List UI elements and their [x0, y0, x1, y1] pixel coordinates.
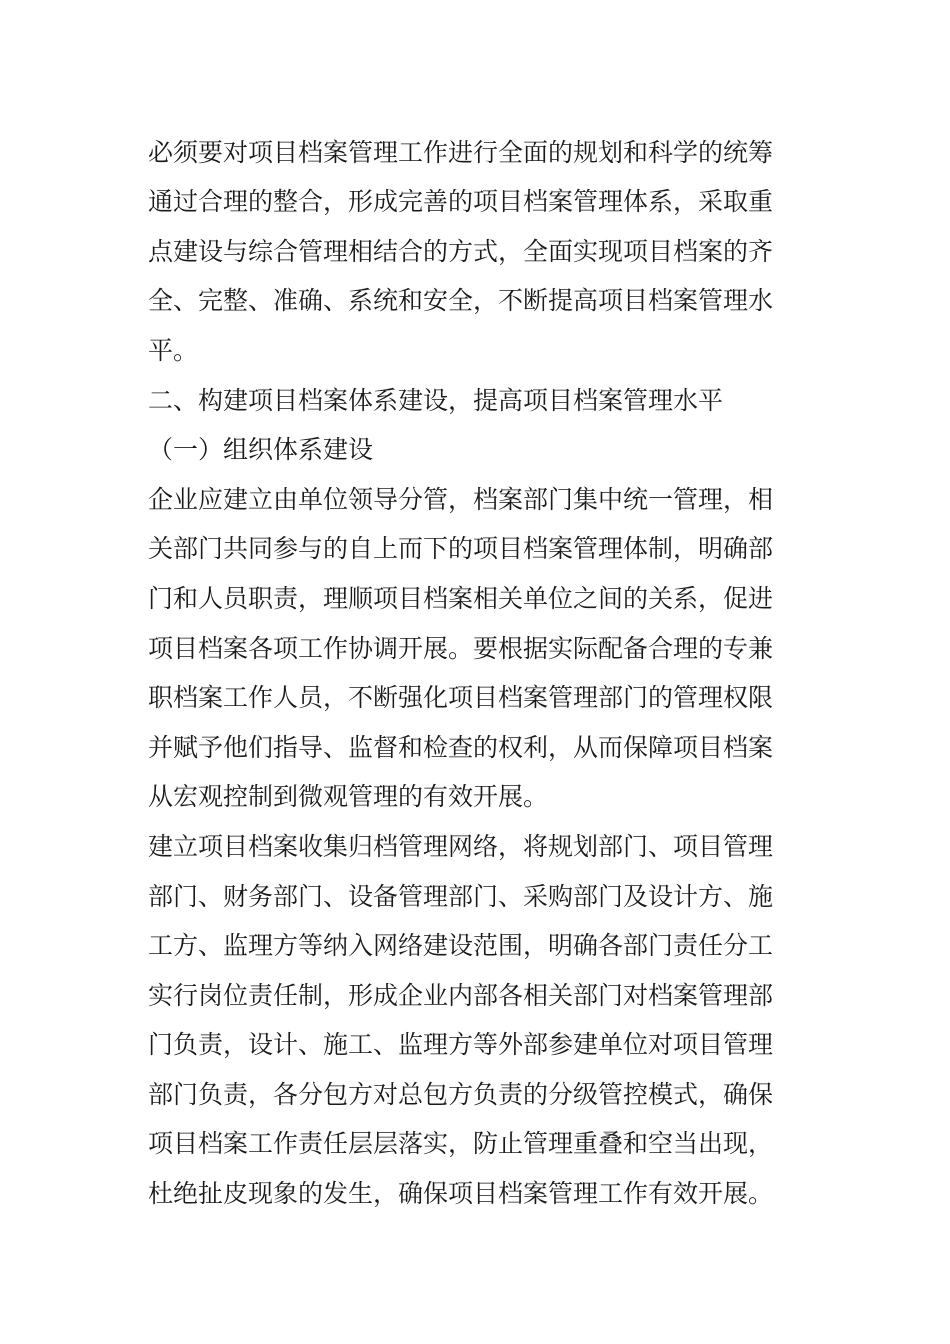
paragraph-3-line-8: 杜绝扯皮现象的发生，确保项目档案管理工作有效开展。: [148, 1179, 774, 1208]
paragraph-3-line-4: 实行岗位责任制，形成企业内部各相关部门对档案管理部: [148, 981, 774, 1010]
paragraph-1-line-4: 全、完整、准确、系统和安全，不断提高项目档案管理水: [148, 286, 774, 315]
paragraph-3-line-3: 工方、监理方等纳入网络建设范围，明确各部门责任分工: [148, 931, 774, 960]
paragraph-1-line-1: 必须要对项目档案管理工作进行全面的规划和科学的统筹: [148, 138, 774, 167]
paragraph-3-line-2: 部门、财务部门、设备管理部门、采购部门及设计方、施: [148, 882, 774, 911]
paragraph-2-line-4: 项目档案各项工作协调开展。要根据实际配备合理的专兼: [148, 634, 774, 663]
paragraph-2-line-2: 关部门共同参与的自上而下的项目档案管理体制，明确部: [148, 534, 774, 563]
paragraph-3-line-5: 门负责，设计、施工、监理方等外部参建单位对项目管理: [148, 1030, 774, 1059]
paragraph-3-line-1: 建立项目档案收集归档管理网络，将规划部门、项目管理: [148, 832, 774, 861]
paragraph-2-line-1: 企业应建立由单位领导分管，档案部门集中统一管理，相: [148, 485, 774, 514]
paragraph-3-line-7: 项目档案工作责任层层落实，防止管理重叠和空当出现，: [148, 1129, 774, 1158]
paragraph-2-line-5: 职档案工作人员，不断强化项目档案管理部门的管理权限: [148, 683, 774, 712]
subsection-heading: （一）组织体系建设: [148, 435, 374, 464]
paragraph-1-line-5: 平。: [148, 336, 199, 365]
section-heading: 二、构建项目档案体系建设，提高项目档案管理水平: [148, 386, 724, 415]
paragraph-2-line-3: 门和人员职责，理顺项目档案相关单位之间的关系，促进: [148, 584, 774, 613]
paragraph-1-line-3: 点建设与综合管理相结合的方式，全面实现项目档案的齐: [148, 237, 774, 266]
paragraph-2-line-7: 从宏观控制到微观管理的有效开展。: [148, 782, 549, 811]
paragraph-1-line-2: 通过合理的整合，形成完善的项目档案管理体系，采取重: [148, 187, 774, 216]
paragraph-2-line-6: 并赋予他们指导、监督和检查的权利，从而保障项目档案: [148, 733, 774, 762]
paragraph-3-line-6: 部门负责，各分包方对总包方负责的分级管控模式，确保: [148, 1080, 774, 1109]
